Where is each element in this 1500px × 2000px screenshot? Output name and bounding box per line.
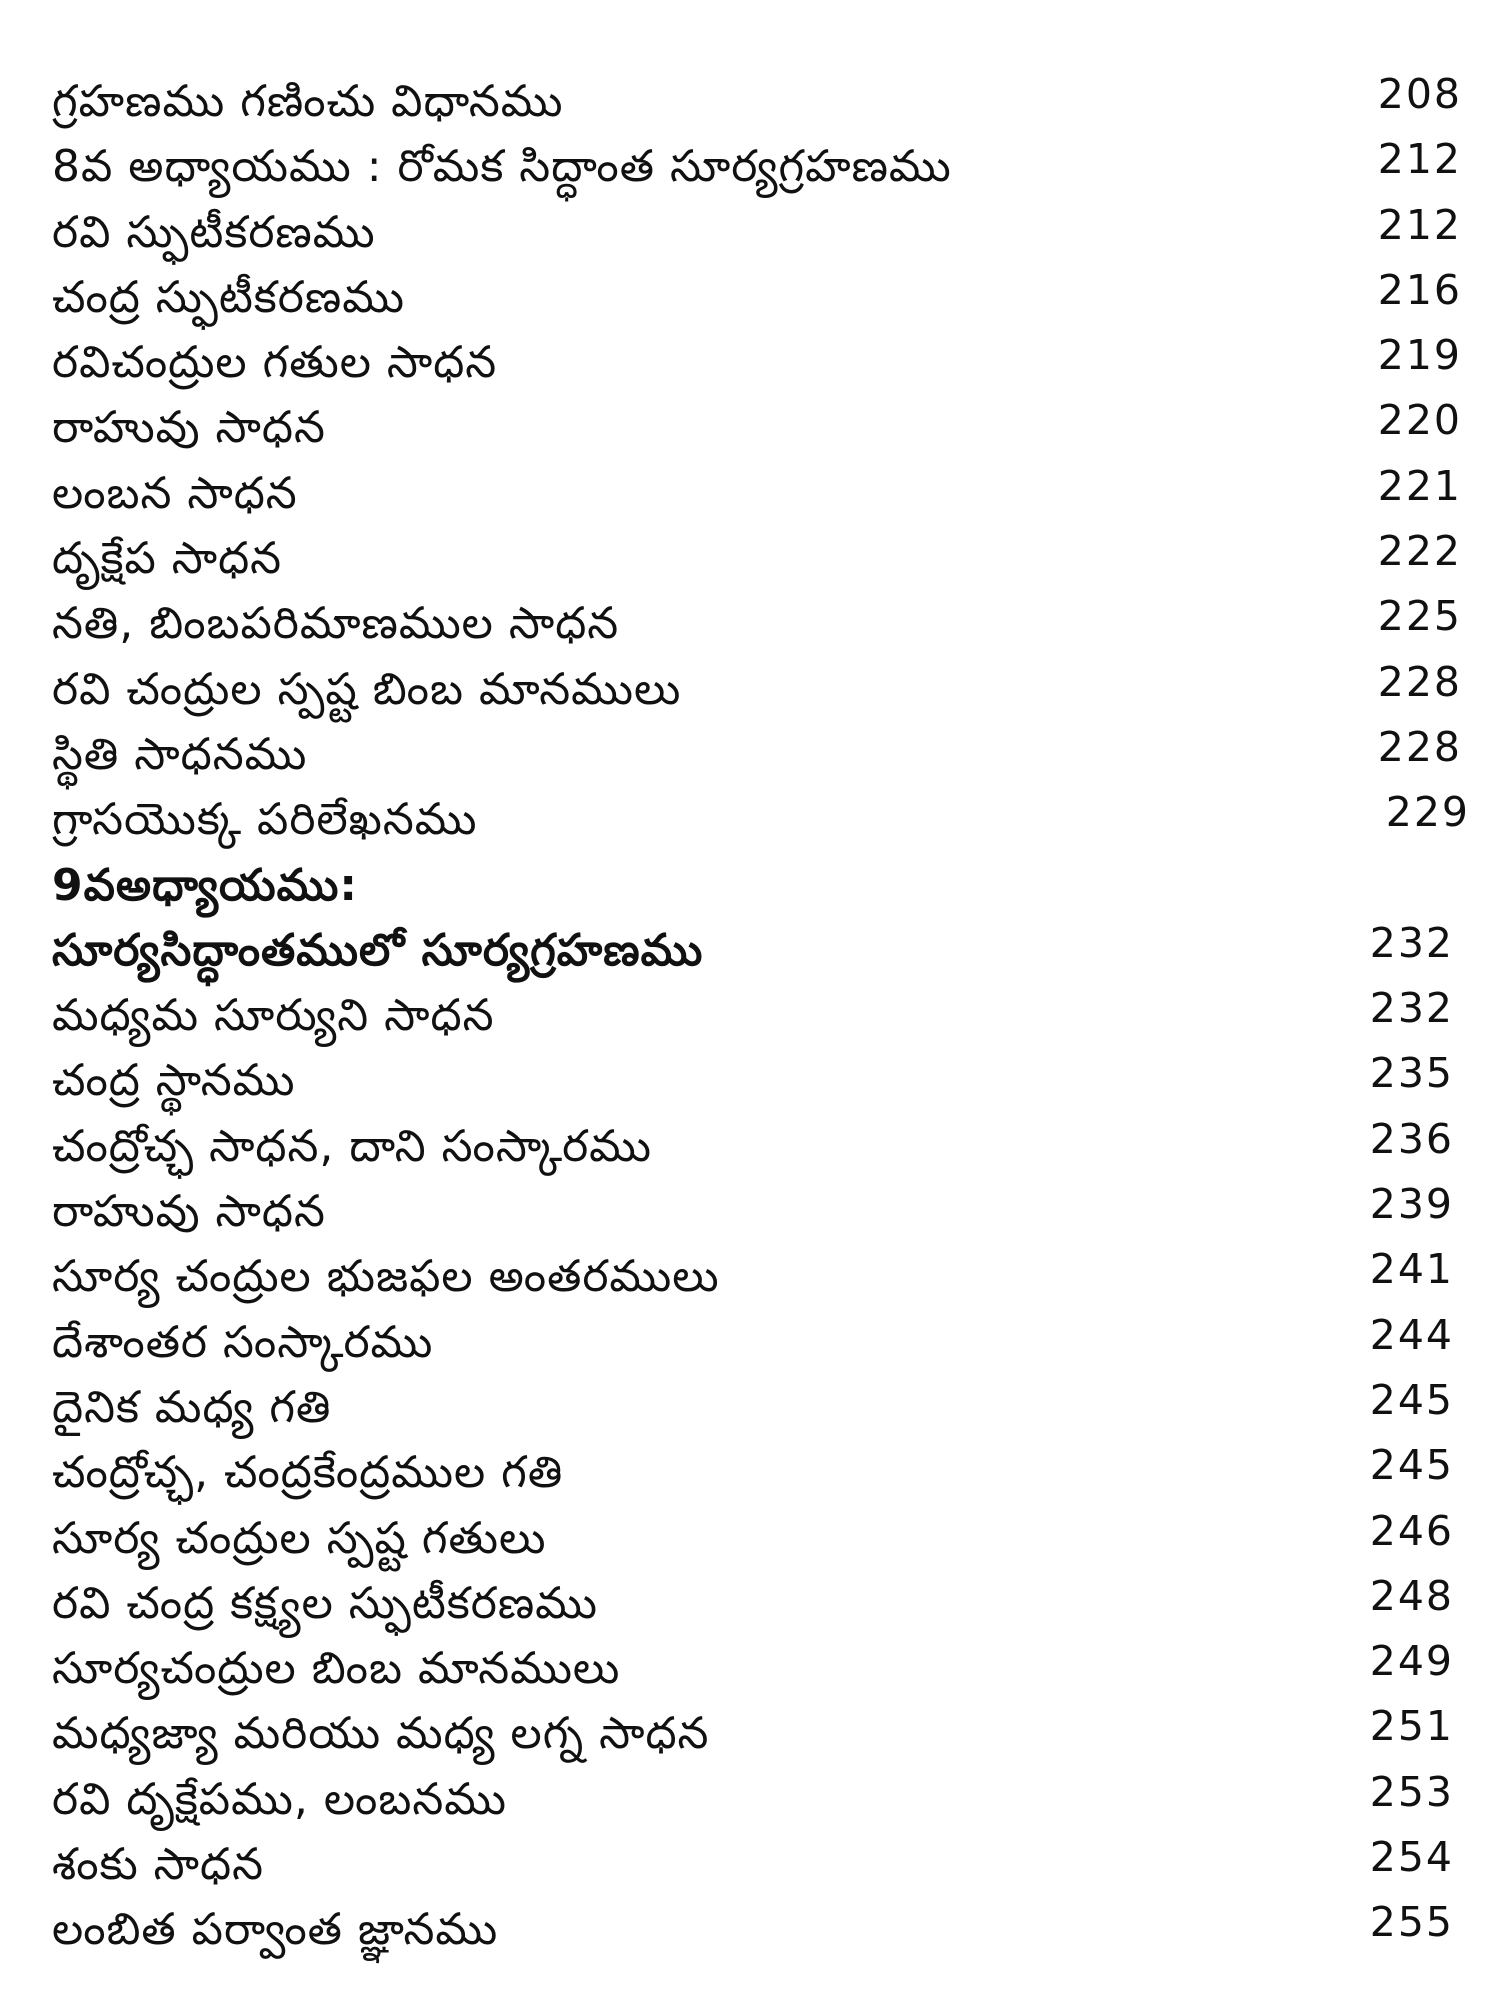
toc-entry-page: 216 [1377,265,1462,314]
toc-entry-title: సూర్య చంద్రుల స్పష్ట గతులు [52,1512,547,1564]
toc-entry-page: 219 [1377,331,1462,380]
toc-entry [52,1635,1472,1700]
chapter-heading [52,852,1472,917]
table-of-contents [52,68,1472,1962]
toc-entry-page: 253 [1369,1767,1454,1816]
toc-entry-title: చంద్రోచ్ఛ సాధన, దాని సంస్కారము [52,1120,652,1172]
toc-entry [52,656,1472,721]
toc-entry [52,982,1472,1047]
toc-entry-page: 239 [1369,1180,1454,1229]
toc-entry [52,1766,1472,1831]
toc-entry-page: 244 [1369,1310,1454,1359]
toc-entry-title: రాహువు సాధన [52,402,326,454]
toc-entry-page: 251 [1369,1702,1454,1751]
toc-entry-page: 235 [1369,1049,1454,1098]
toc-entry [52,394,1472,459]
toc-entry [52,264,1472,329]
toc-entry-title: సూర్య చంద్రుల భుజఫల అంతరములు [52,1251,720,1303]
toc-entry-title: దైనిక మధ్య గతి [52,1381,332,1433]
toc-entry [52,1374,1472,1439]
toc-entry-page: 248 [1369,1571,1454,1620]
toc-entry [52,68,1472,133]
toc-entry-title: రవి దృక్షేపము, లంబనము [52,1773,508,1825]
chapter-heading-title: 9వఅధ్యాయము: [52,859,358,911]
toc-entry-title: నతి, బింబపరిమాణముల సాధన [52,598,620,650]
toc-entry [52,590,1472,655]
toc-entry [52,1243,1472,1308]
toc-entry-title: దేశాంతర సంస్కారము [52,1316,434,1368]
toc-entry-title: రవి చంద్ర కక్ష్యల స్ఫుటీకరణము [52,1577,598,1629]
toc-entry [52,199,1472,264]
toc-entry-title: లంబిత పర్వాంత జ్ఞానము [52,1904,499,1956]
toc-entry-page: 254 [1369,1833,1454,1882]
toc-entry [52,786,1472,851]
toc-entry [52,133,1472,198]
toc-entry-title: స్థితి సాధనము [52,728,308,780]
toc-entry-title: చంద్ర స్ఫుటీకరణము [52,271,405,323]
toc-entry-page: 208 [1377,70,1462,118]
toc-entry-page: 241 [1369,1245,1454,1294]
toc-entry-page: 225 [1377,592,1462,641]
toc-entry-title: గ్రాసయొక్క పరిలేఖనము [52,794,478,846]
toc-entry-title: మధ్యజ్యా మరియు మధ్య లగ్న సాధన [52,1708,710,1760]
toc-entry [52,1896,1472,1961]
toc-entry-page: 246 [1369,1506,1454,1555]
toc-entry-page: 222 [1377,527,1462,576]
toc-entry-title: చంద్రోచ్ఛ, చంద్రకేంద్రముల గతి [52,1447,564,1499]
toc-entry-title: మధ్యమ సూర్యుని సాధన [52,990,495,1042]
toc-entry [52,525,1472,590]
toc-entry-title: రాహువు సాధన [52,1186,326,1238]
toc-entry-title: రవి చంద్రుల స్పష్ట బింబ మానములు [52,663,682,715]
toc-entry [52,1439,1472,1504]
toc-entry [52,1700,1472,1765]
toc-entry [52,460,1472,525]
toc-entry-page: 232 [1369,984,1454,1033]
toc-entry-page: 245 [1369,1441,1454,1490]
toc-entry [52,1831,1472,1896]
toc-entry [52,1570,1472,1635]
toc-entry-title: 8వ అధ్యాయము : రోమక సిద్ధాంత సూర్యగ్రహణము [52,141,952,193]
toc-entry-page: 212 [1377,200,1462,249]
chapter-title: సూర్యసిద్ధాంతములో సూర్యగ్రహణము [52,924,704,976]
toc-entry [52,721,1472,786]
toc-entry-title: లంబన సాధన [52,467,298,519]
toc-entry-page: 236 [1369,1114,1454,1163]
toc-entry [52,329,1472,394]
toc-entry-title: శంకు సాధన [52,1839,265,1891]
toc-entry-page: 228 [1377,722,1462,771]
toc-entry-page: 221 [1377,461,1462,510]
toc-entry [52,1505,1472,1570]
toc-entry-page: 229 [1385,788,1470,837]
toc-entry-title: రవి స్ఫుటీకరణము [52,206,376,258]
toc-entry [52,1178,1472,1243]
toc-entry [52,1309,1472,1374]
toc-entry-page: 245 [1369,1375,1454,1424]
toc-entry [52,1047,1472,1112]
toc-entry-page: 228 [1377,657,1462,706]
toc-entry-title: గ్రహణము గణించు విధానము [52,76,564,127]
chapter-title-entry [52,917,1472,982]
toc-entry-page: 255 [1369,1898,1454,1947]
toc-entry-title: దృక్షేప సాధన [52,533,283,585]
toc-entry [52,1113,1472,1178]
toc-entry-page: 249 [1369,1637,1454,1686]
toc-entry-page: 220 [1377,396,1462,445]
toc-entry-title: రవిచంద్రుల గతుల సాధన [52,337,498,389]
toc-entry-title: సూర్యచంద్రుల బింబ మానములు [52,1643,621,1695]
toc-entry-title: చంద్ర స్థానము [52,1055,296,1107]
toc-entry-page: 232 [1369,918,1454,967]
toc-entry-page: 212 [1377,135,1462,184]
